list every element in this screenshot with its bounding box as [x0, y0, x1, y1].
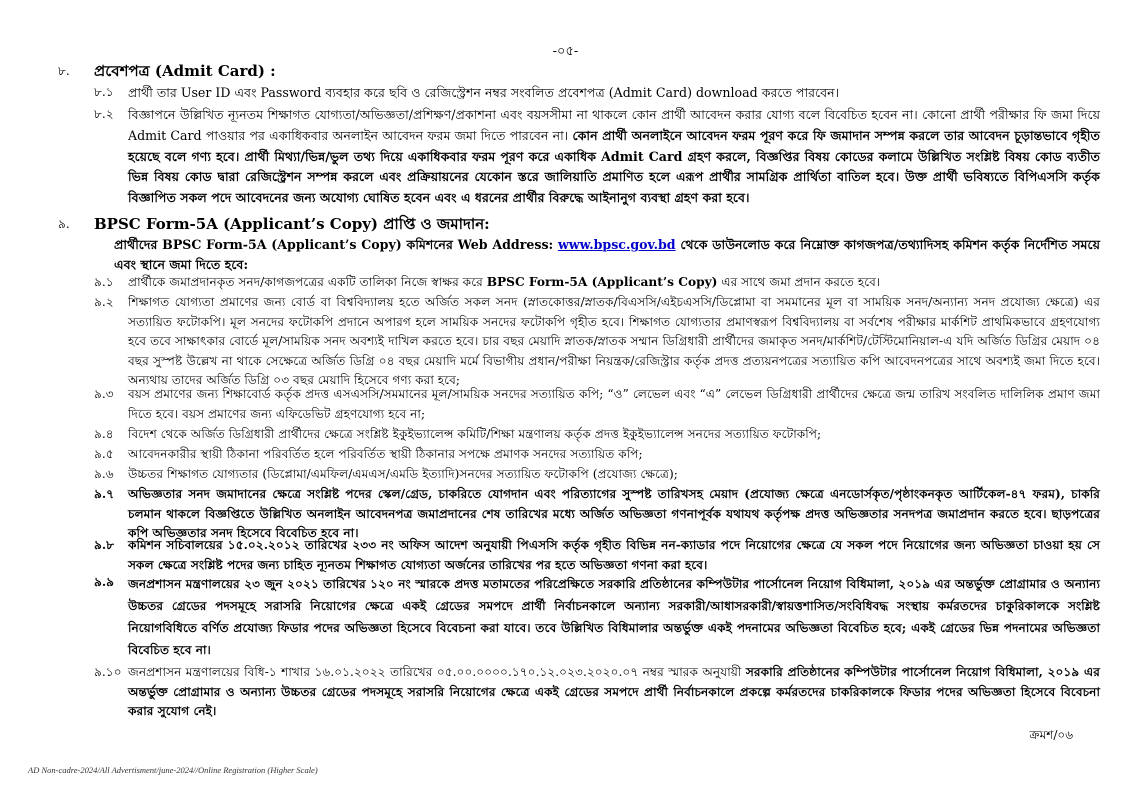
item-text: বিজ্ঞাপনে উল্লিখিত ন্যূনতম শিক্ষাগত যোগ্যতা/অভিজ্ঞতা/প্রশিক্ষণ/প্রকাশনা এবং বয়সসীমা না থাকলে কোন প্রার্থী আবেদন করার যোগ্য বলে বিবেচিত হবেন না। কোনো প্রার্থী পরীক্ষার ফি জমা দিয়ে Admit Card পাওয়ার পর একাধিকবার অনলাইন আবেদন ফরম জমা দিতে পারবেন না।: [128, 107, 1100, 143]
item-text: বিদেশ থেকে অর্জিত ডিগ্রিধারী প্রার্থীদের ক্ষেত্রে সংশ্লিষ্ট ইকুইভ্যালেন্স কমিটি/শিক্ষা মন্ত্রণালয় কর্তৃক প্রদত্ত ইকুইভ্যালেন্স সনদের সত্যায়িত ফটোকপি;: [128, 427, 822, 441]
footer-file-path: AD Non-cadre-2024/All Advertisment/june-2024//Online Registration (Higher Scale): [28, 765, 318, 775]
item-number: ৯.৮: [94, 538, 115, 552]
section-number: ৯.: [58, 217, 70, 231]
item-number: ৯.৬: [94, 467, 114, 481]
section-heading: BPSC Form-5A (Applicant’s Copy) প্রাপ্তি ও জমাদান:: [94, 215, 490, 233]
continued-marker: ক্রমশ/০৬: [1029, 728, 1073, 742]
page-number: -০৫-: [552, 44, 579, 59]
item-number: ৯.৯: [94, 575, 115, 589]
item-text-bold: কোন প্রার্থী অনলাইনে আবেদন ফরম পূরণ করে ফি জমাদান সম্পন্ন করলে তার আবেদন চূড়ান্তভাবে গৃহীত হয়েছে বলে গণ্য হবে। প্রার্থী মিথ্যা/ভিন্ন/ভুল তথ্য দিয়ে একাধিকবার ফরম পূরণ করে একাধিক Admit Card গ্রহণ করলে, বিজ্ঞপ্তির বিষয় কোডের কলামে উল্লিখিত সংশ্লিষ্ট বিষয় কোড ব্যতীত ভিন্ন বিষয় কোড দ্বারা রেজিস্ট্রেশন সম্পন্ন করলে এবং প্রক্রিয়ায়নের যেকোন স্তরে জালিয়াতি প্রমাণিত হলে এরূপ প্রার্থীর সামগ্রিক প্রার্থিতা বাতিল হবে। উক্ত প্রার্থী ভবিষ্যতে বিপিএসসি কর্তৃক বিজ্ঞাপিত সকল পদে আবেদনের জন্য অযোগ্য ঘোষিত হবেন এবং এ ধরনের প্রার্থীর বিরুদ্ধে আইনানুগ ব্যবস্থা গ্রহণ করা হবে।: [128, 127, 1100, 206]
item-text: উচ্চতর শিক্ষাগত যোগ্যতার (ডিপ্লোমা/এমফিল/এমএস/এমডি ইত্যাদি)সনদের সত্যায়িত ফটোকপি (প্রযোজ্য ক্ষেত্রে);: [128, 467, 678, 481]
item-number: ৮.২: [94, 107, 114, 121]
item-text: জনপ্রশাসন মন্ত্রণালয়ের ২৩ জুন ২০২১ তারিখের ১২০ নং স্মারকে প্রদত্ত মতামতের পরিপ্রেক্ষিতে সরকারি প্রতিষ্ঠানের কম্পিউটার পার্সোনেল নিয়োগ বিধিমালা, ২০১৯ এর অন্তর্ভুক্ত প্রোগ্রামার ও অন্যান্য উচ্চতর গ্রেডের পদসমূহে সরাসরি নিয়োগের ক্ষেত্রে একই গ্রেডের সমপদে প্রার্থী নির্বাচনকালে অন্যান্য সরকারী/আধাসরকারী/স্বায়ত্তশাসিত/সংবিধিবদ্ধ সংস্থায় কর্মরতদের চাকুরিকালকে সংশ্লিষ্ট নিয়োগবিধিতে বর্ণিত প্রযোজ্য ফিডার পদের অভিজ্ঞতা হিসেবে বিবেচনা করা যাবে। তবে উল্লিখিত বিধিমালার অন্তর্ভুক্ত একই পদনামের অভিজ্ঞতা বিবেচিত হবে; একই গ্রেডের ভিন্ন পদনামের অভিজ্ঞতা বিবেচিত হবে না।: [128, 577, 1100, 657]
item-number: ৯.৩: [94, 387, 114, 401]
item-number: ৮.১: [94, 85, 114, 99]
item-number: ৯.৭: [94, 487, 115, 501]
item-text: আবেদনকারীর স্থায়ী ঠিকানা পরিবর্তিত হলে পরিবর্তিত স্থায়ী ঠিকানার সপক্ষে প্রমাণক সনদের সত্যায়িত কপি;: [128, 447, 643, 461]
item-text: কমিশন সচিবালয়ের ১৫.০২.২০১২ তারিখের ২৩৩ নং অফিস আদেশ অনুযায়ী পিএসসি কর্তৃক গৃহীত বিভিন্ন নন-ক্যাডার পদে নিয়োগের ক্ষেত্রে যে সকল পদে নিয়োগের জন্য অভিজ্ঞতা চাওয়া হয় সে সকল ক্ষেত্রে সংশ্লিষ্ট পদের জন্য চাহিত ন্যূনতম শিক্ষাগত যোগ্যতা অর্জনের তারিখের পর হতে অভিজ্ঞতা গণনা করা হবে।: [128, 538, 1100, 572]
item-text: বয়স প্রমাণের জন্য শিক্ষাবোর্ড কর্তৃক প্রদত্ত এসএসসি/সমমানের মূল/সাময়িক সনদের সত্যায়িত কপি; “ও” লেভেল এবং “এ” লেভেল ডিগ্রিধারী প্রার্থীদের ক্ষেত্রে জন্ম তারিখ সংবলিত দালিলিক প্রমাণ জমা দিতে হবে। বয়স প্রমাণের জন্য এফিডেভিট গ্রহণযোগ্য হবে না;: [128, 387, 1100, 421]
section-heading: প্রবেশপত্র (Admit Card) :: [94, 62, 276, 80]
item-number: ৯.৫: [94, 447, 114, 461]
item-text: অভিজ্ঞতার সনদ জমাদানের ক্ষেত্রে সংশ্লিষ্ট পদের স্কেল/গ্রেড, চাকরিতে যোগদান এবং পরিত্যাগের সুস্পষ্ট তারিখসহ মেয়াদ (প্রযোজ্য ক্ষেত্রে এনডোর্সকৃত/পৃষ্ঠাংকনকৃত আর্টিকেল-৪৭ ফরম), চাকরি চলমান থাকলে বিজ্ঞপ্তিতে উল্লিখিত অনলাইন আবেদনপত্র জমাপ্রদানের শেষ তারিখের মধ্যে অর্জিত অভিজ্ঞতা গণনাপূর্বক যথাযথ কর্তৃপক্ষ প্রদত্ত অভিজ্ঞতার সনদপত্র জমাপ্রদান করতে হবে। ছাড়পত্রের কপি অভিজ্ঞতার সনদ হিসেবে বিবেচিত হবে না।: [128, 487, 1100, 540]
item-number: ৯.১: [94, 275, 114, 289]
item-text: শিক্ষাগত যোগ্যতা প্রমাণের জন্য বোর্ড বা বিশ্ববিদ্যালয় হতে অর্জিত সকল সনদ (স্নাতকোত্তর/স্নাতক/বিএসসি/এইচএসসি/ডিপ্লোমা বা সমমানের মূল বা সাময়িক সনদ/অন্যান্য সনদ প্রযোজ্য ক্ষেত্রে) এর সত্যায়িত ফটোকপি। মূল সনদের ফটোকপি প্রদানে অপারগ হলে সাময়িক সনদের ফটোকপি গৃহীত হবে। শিক্ষাগত যোগ্যতার প্রমাণস্বরূপ বিশ্ববিদ্যালয় বা সর্বশেষ পরীক্ষার মার্কশিট প্রাথমিকভাবে গ্রহণযোগ্য হবে তবে সাক্ষাৎকার বোর্ডে মূল/সাময়িক সনদ অবশ্যই দাখিল করতে হবে। চার বছর মেয়াদি স্নাতক/স্নাতক সম্মান ডিগ্রিধারী প্রার্থীদের জমাকৃত সনদ/মার্কশিট/টেস্টিমোনিয়াল-এ যদি অর্জিত ডিগ্রির মেয়াদ ০৪ বছর সুস্পষ্ট উল্লেখ না থাকে সেক্ষেত্রে অর্জিত ডিগ্রি ০৪ বছর মেয়াদি মর্মে বিভাগীয় প্রধান/পরীক্ষা নিয়ন্ত্রক/রেজিস্ট্রার কর্তৃক প্রদত্ত প্রত্যয়নপত্রের সত্যায়িত কপি আবেদনপত্রের সাথে অবশ্যই জমা দিতে হবে। অন্যথায় তাদের অর্জিত ডিগ্রি ০৩ বছর মেয়াদি হিসেবে গণ্য করা হবে;: [128, 295, 1100, 387]
item-number: ৯.৪: [94, 427, 114, 441]
item-number: ৯.১০: [94, 665, 122, 679]
section-intro: প্রার্থীদের BPSC Form-5A (Applicant’s Copy) কমিশনের Web Address: www.bpsc.gov.bd থেকে ডাউনলোড করে নিম্নোক্ত কাগজপত্র/তথ্যাদিসহ কমিশন কর্তৃক নির্দেশিত সময়ে এবং স্থানে জমা দিতে হবে:: [114, 237, 1101, 272]
bpsc-website-link[interactable]: www.bpsc.gov.bd: [557, 237, 676, 252]
item-text: প্রার্থী তার User ID এবং Password ব্যবহার করে ছবি ও রেজিস্ট্রেশন নম্বর সংবলিত প্রবেশপত্র (Admit Card) download করতে পারবেন।: [128, 85, 840, 100]
section-number: ৮.: [58, 64, 70, 78]
item-number: ৯.২: [94, 295, 114, 309]
